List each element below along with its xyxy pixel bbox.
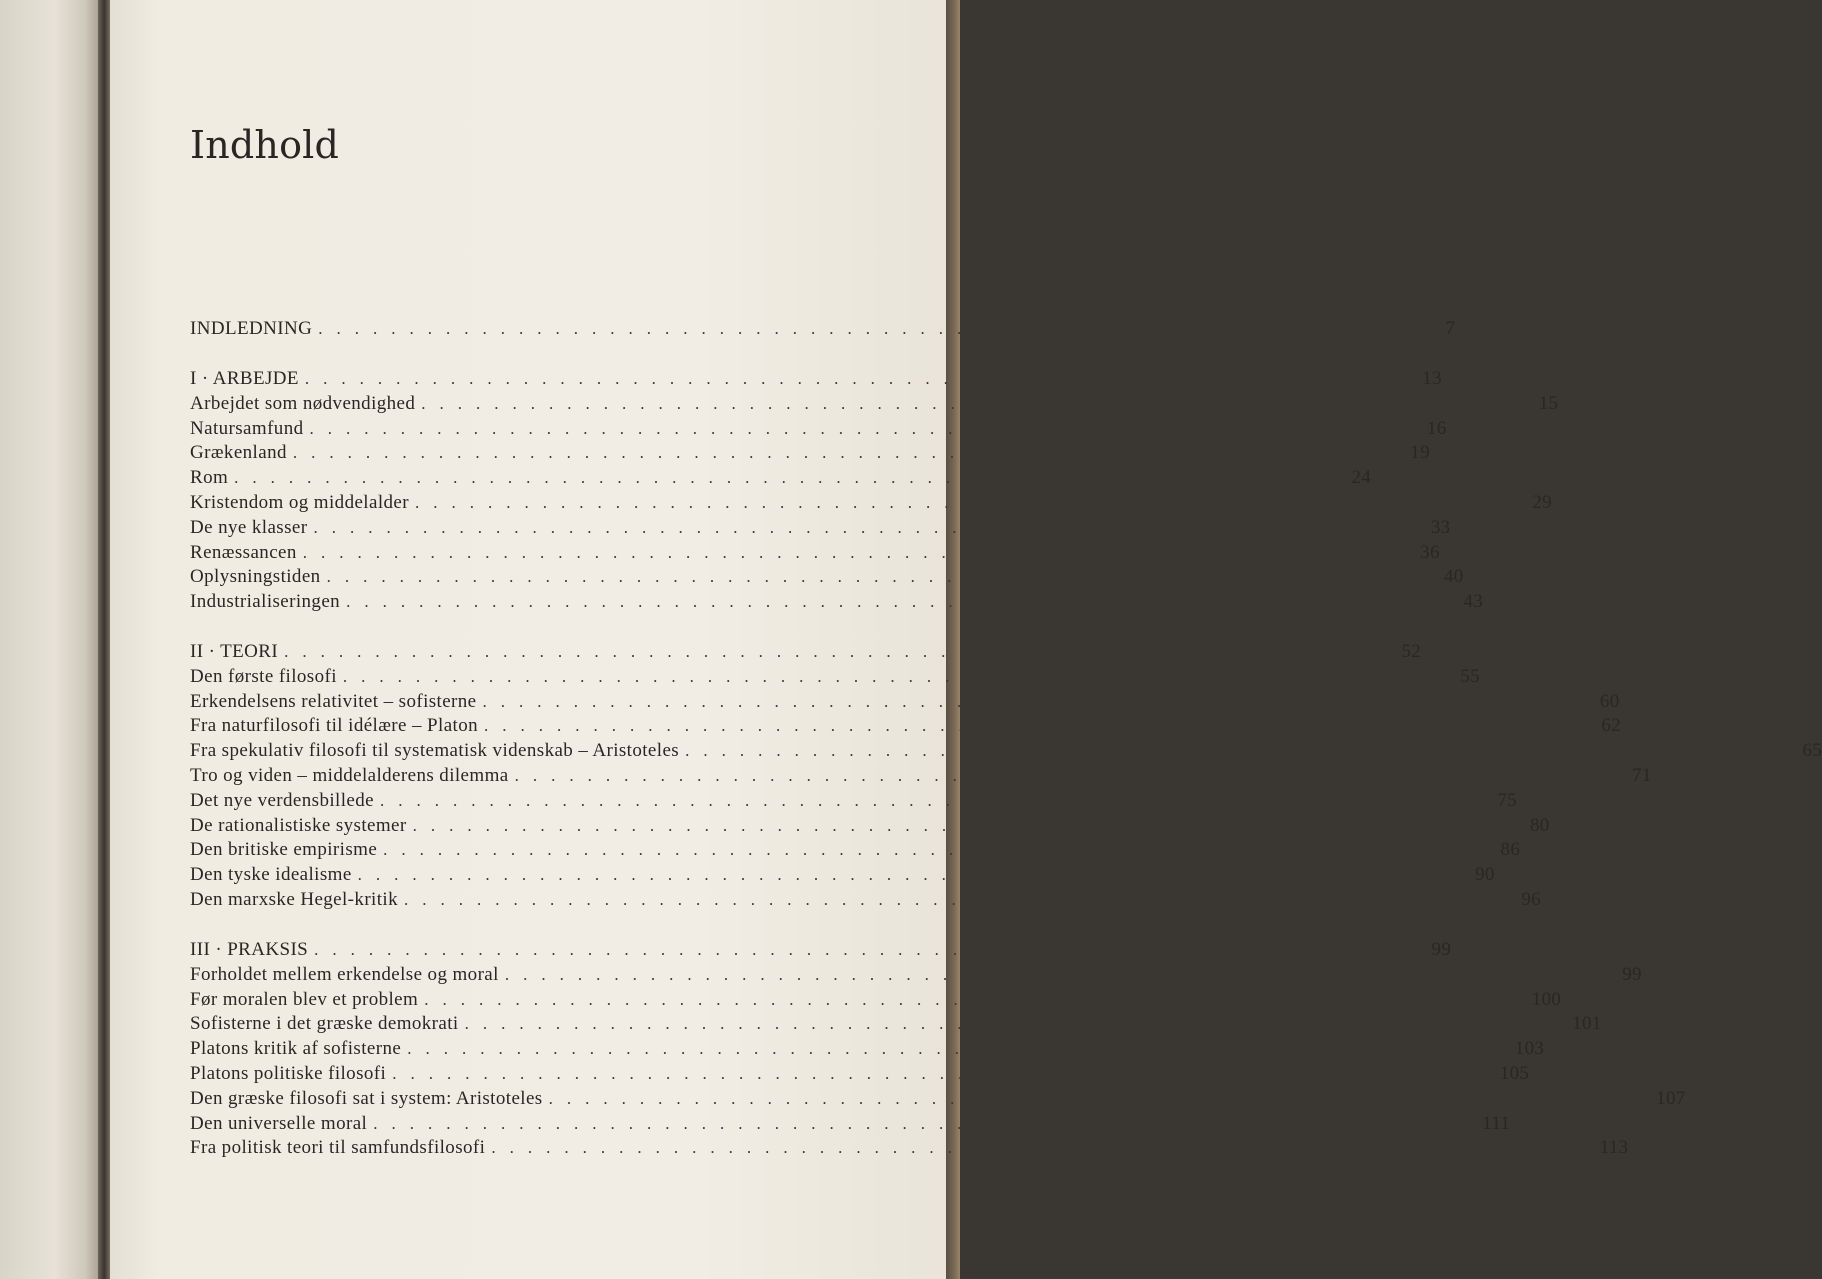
toc-dot-leader: ............................................................ xyxy=(514,766,1610,785)
toc-entry-title: Den første filosofi xyxy=(190,665,337,687)
toc-entry xyxy=(190,1063,1530,1087)
toc-page-number: 13 xyxy=(1422,368,1442,389)
toc-page-number: 99 xyxy=(1431,939,1452,960)
toc-entry-title: Den tyske idealisme xyxy=(190,864,352,886)
toc-entry xyxy=(190,988,1562,1013)
toc-dot-leader: ............................................................ xyxy=(234,468,1330,488)
toc-page-number: 99 xyxy=(1622,963,1642,985)
toc-entry xyxy=(190,467,1372,491)
toc-entry-title: Renæssancen xyxy=(190,541,297,563)
toc-page-number: 86 xyxy=(1500,839,1521,861)
toc-entry-title: Den universelle moral xyxy=(190,1112,368,1134)
toc-dot-leader: ............................................................ xyxy=(326,567,1422,587)
toc-entry-title: INDLEDNING xyxy=(190,318,313,339)
toc-page-number: 24 xyxy=(1351,467,1372,489)
toc-entry-title: Den græske filosofi sat i system: Aristoteles xyxy=(190,1087,543,1109)
toc-dot-leader: ............................................................ xyxy=(309,418,1405,438)
toc-entry xyxy=(190,541,1440,566)
toc-entry-title: De nye klasser xyxy=(190,516,308,538)
toc-entry-title: Fra spekulativ filosofi til systematisk videnskab – Aristoteles xyxy=(190,740,680,762)
toc-entry xyxy=(190,715,1622,739)
toc-page-number: 101 xyxy=(1572,1013,1602,1035)
toc-entry xyxy=(190,963,1642,988)
toc-dot-leader: ............................................................ xyxy=(373,1113,1469,1133)
toc-entry-title: Platons kritik af sofisterne xyxy=(190,1038,402,1060)
toc-entry xyxy=(190,492,1552,516)
toc-entry xyxy=(190,1013,1602,1037)
toc-dot-leader: ............................................................ xyxy=(302,542,1398,562)
toc-page-number: 90 xyxy=(1475,864,1495,886)
toc-page-number: 15 xyxy=(1538,392,1559,414)
toc-entry-title: Kristendom og middelalder xyxy=(190,492,409,513)
toc-entry-title: Sofisterne i det græske demokrati xyxy=(190,1013,459,1035)
toc-dot-leader: ............................................................ xyxy=(464,1014,1560,1034)
page-edge xyxy=(946,0,960,1279)
toc-page-number: 52 xyxy=(1401,641,1422,662)
toc-dot-leader: ............................................................ xyxy=(504,964,1600,984)
toc-page-number: 33 xyxy=(1430,516,1451,538)
toc-page-number: 75 xyxy=(1497,789,1517,811)
toc-entry-title: III · PRAKSIS xyxy=(190,939,309,960)
toc-dot-leader: ............................................................ xyxy=(484,716,1580,736)
toc-entry xyxy=(190,690,1620,715)
toc-entry xyxy=(190,740,1822,764)
toc-entry xyxy=(190,591,1484,615)
toc-dot-leader: ............................................................ xyxy=(304,369,1400,388)
toc-entry xyxy=(190,789,1517,814)
toc-dot-leader: ............................................................ xyxy=(414,493,1510,512)
toc-dot-leader: ............................................................ xyxy=(342,666,1438,686)
toc-dot-leader: ............................................................ xyxy=(314,940,1410,959)
toc-entry-title: Forholdet mellem erkendelse og moral xyxy=(190,963,499,985)
toc-page-number: 36 xyxy=(1420,541,1440,563)
toc-page-number: 107 xyxy=(1656,1087,1686,1109)
toc-dot-leader: ............................................................ xyxy=(357,865,1453,885)
toc-page-number: 7 xyxy=(1445,318,1456,339)
toc-entry-title: Tro og viden – middelalderens dilemma xyxy=(190,765,509,786)
toc-page-number: 19 xyxy=(1410,442,1430,464)
toc-page-number: 55 xyxy=(1460,665,1480,687)
toc-dot-leader: ............................................................ xyxy=(383,840,1479,860)
toc-entry-title: Før moralen blev et problem xyxy=(190,988,419,1010)
toc-section-heading xyxy=(190,318,1456,342)
toc-page-number: 71 xyxy=(1631,765,1652,786)
toc-entry-title: Oplysningstiden xyxy=(190,566,321,588)
toc-entry xyxy=(190,1087,1686,1112)
toc-entry xyxy=(190,765,1652,789)
toc-dot-leader: ............................................................ xyxy=(313,517,1409,537)
toc-entry-title: Fra politisk teori til samfundsfilosofi xyxy=(190,1137,486,1159)
toc-page-number: 100 xyxy=(1531,988,1562,1010)
toc-entry xyxy=(190,566,1464,590)
toc-entry-title: De rationalistiske systemer xyxy=(190,814,407,836)
toc-dot-leader: ............................................................ xyxy=(403,890,1499,909)
toc-page-number: 103 xyxy=(1514,1038,1545,1060)
toc-dot-leader: ............................................................ xyxy=(392,1064,1488,1083)
toc-entry-title: Arbejdet som nødvendighed xyxy=(190,392,416,414)
toc-dot-leader: ............................................................ xyxy=(424,989,1520,1009)
toc-page-number: 62 xyxy=(1601,715,1622,737)
toc-entry xyxy=(190,1137,1629,1161)
toc-entry xyxy=(190,1112,1511,1137)
toc-dot-leader: ............................................................ xyxy=(318,319,1414,338)
toc-entry-title: II · TEORI xyxy=(190,641,279,662)
toc-page-number: 80 xyxy=(1529,814,1550,836)
toc-page-number: 105 xyxy=(1499,1063,1530,1084)
toc-entry-title: Grækenland xyxy=(190,442,287,464)
toc-page-number: 40 xyxy=(1443,566,1464,588)
toc-page-number: 113 xyxy=(1599,1137,1629,1159)
toc-dot-leader: ............................................................ xyxy=(548,1088,1644,1108)
toc-entry xyxy=(190,665,1480,690)
toc-entry-title: Natursamfund xyxy=(190,417,304,439)
toc-page-number: 43 xyxy=(1463,591,1484,613)
toc-entry xyxy=(190,864,1495,888)
toc-entry-title: Platons politiske filosofi xyxy=(190,1063,387,1084)
toc-entry-title: Rom xyxy=(190,467,229,489)
toc-dot-leader: ............................................................ xyxy=(421,393,1517,413)
toc-dot-leader: ............................................................ xyxy=(491,1138,1587,1158)
toc-entry-title: Den marxske Hegel-kritik xyxy=(190,889,398,910)
toc-entry xyxy=(190,1038,1545,1062)
toc-entry xyxy=(190,442,1430,466)
toc-entry xyxy=(190,839,1521,863)
toc-page-number: 60 xyxy=(1599,690,1620,712)
toc-dot-leader: ............................................................ xyxy=(379,790,1475,810)
left-page xyxy=(0,0,100,1279)
toc-entry xyxy=(190,516,1451,541)
toc-entry-title: Fra naturfilosofi til idélære – Platon xyxy=(190,715,479,737)
toc-entry-title: Det nye verdensbillede xyxy=(190,789,374,811)
toc-entry-title: Den britiske empirisme xyxy=(190,839,378,861)
toc-section-heading xyxy=(190,939,1452,963)
toc-entry xyxy=(190,889,1541,913)
toc-page-number: 16 xyxy=(1426,417,1447,439)
toc-dot-leader: ............................................................ xyxy=(482,691,1578,711)
toc-dot-leader: ............................................................ xyxy=(685,741,1781,761)
toc-dot-leader: ............................................................ xyxy=(407,1039,1503,1059)
toc-page-number: 111 xyxy=(1482,1112,1511,1134)
toc-entry xyxy=(190,392,1559,417)
toc-entry xyxy=(190,417,1447,442)
toc-section-heading xyxy=(190,368,1442,392)
toc-entry-title: Erkendelsens relativitet – sofisterne xyxy=(190,690,477,712)
toc-entry xyxy=(190,814,1550,839)
page-title: Indhold xyxy=(190,123,340,168)
toc-dot-leader: ............................................................ xyxy=(346,592,1442,612)
toc-dot-leader: ............................................................ xyxy=(292,443,1388,463)
toc-dot-leader: ............................................................ xyxy=(412,815,1508,835)
toc-dot-leader: ............................................................ xyxy=(284,642,1380,661)
toc-page-number: 96 xyxy=(1521,889,1541,910)
toc-entry-title: Industrialiseringen xyxy=(190,591,341,613)
toc-page-number: 29 xyxy=(1532,492,1552,513)
toc-page-number: 65 xyxy=(1802,740,1822,762)
toc-section-heading xyxy=(190,641,1422,665)
toc-entry-title: I · ARBEJDE xyxy=(190,368,299,389)
